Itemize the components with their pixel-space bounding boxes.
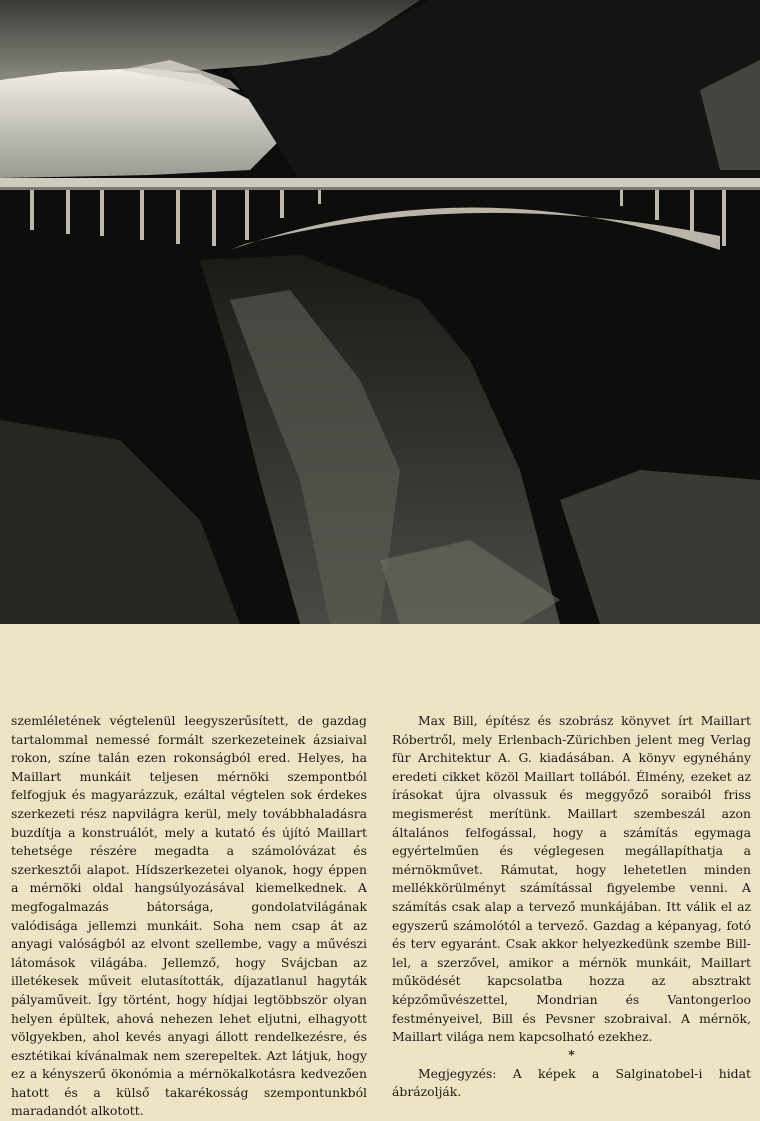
left-paragraph: szemléletének végtelenül leegyszerűsített, de gazdag tartalommal nemessé formált szerkezeteinek ázsiaival rokon, színe talán ezen rokonságból ered. Helyes, ha Maillart munkáit teljesen mérnöki szempontból felfogjuk és magyarázzuk, ezáltal végtelen sok érdekes szerkezeti rész napvilágra kerül, mely továbbhaladásra buzdítja a konstruálót, mely a kutató és újító Maillart tehetsége részére megadta a számolóvázat és szerkesztői alapot. Hídszerkezetei olyanok, hogy éppen a mérnöki oldal hangsúlyozásával kiemelkednek. A megfogalmazás bátorsága, gondolatvilágának valódisága jellemzi munkáit. Soha nem csap át az anyagi valóságból az elvont szellembe, vagy a művészi látomások világába. Jellemző, hogy Svájcban az illetékesek műveit elutasították, díjazatlanul hagyták pályaműveit. Így történt, hogy hídjai legtöbbször olyan helyen épültek, ahová nehezen lehet eljutni, elhagyott völgyekben, ahol kevés anyagi állott rendelkezésre, és esztétikai kívánalmak nem szerepeltek. Azt látjuk, hogy ez a kényszerű ökonómia a mérnökalkotásra kedvezően hatott és a külső takarékosság szempontunkból maradandót alkotott. (11, 713, 367, 1119)
right-paragraph: Max Bill, építész és szobrász könyvet írt Maillart Róbertről, mely Erlenbach-Zürichben jelent meg Verlag für Architektur A. G. kiadásában. A könyv egynéhány eredeti cikket közöl Maillart tollából. Élmény, ezeket az írásokat újra olvassuk és meggyőző soraiból friss megismerést merítünk. Maillart szembeszál azon általános felfogással, hogy a számítás egymaga egyértelműen és véglegesen megállapíthatja a mérnökművet. Rámutat, hogy lehetetlen minden mellékkörülményt számítással figyelembe venni. A számítás csak alap a tervező munkájában. Itt válik el az egyszerű számolótól a tervező. Gazdag a képanyag, fotó és terv egyaránt. Csak akkor helyezkedünk szembe Bill-lel, a szerzővel, amikor a mérnök munkáit, Maillart működését kapcsolatba hozza az absztrakt képzőművészettel, Mondrian és Vantongerloo festményeivel, Bill és Pevsner szobraival. A mérnök, Maillart világa nem kapcsolható ezekhez. (392, 713, 751, 1045)
section-separator: * (568, 1046, 575, 1062)
photo-note: Megjegyzés: A képek a Salginatobel-i hidat ábrázolják. (392, 1065, 751, 1100)
bridge-deck (0, 178, 760, 187)
left-text-column (11, 712, 367, 1121)
right-text-column (392, 712, 751, 1102)
